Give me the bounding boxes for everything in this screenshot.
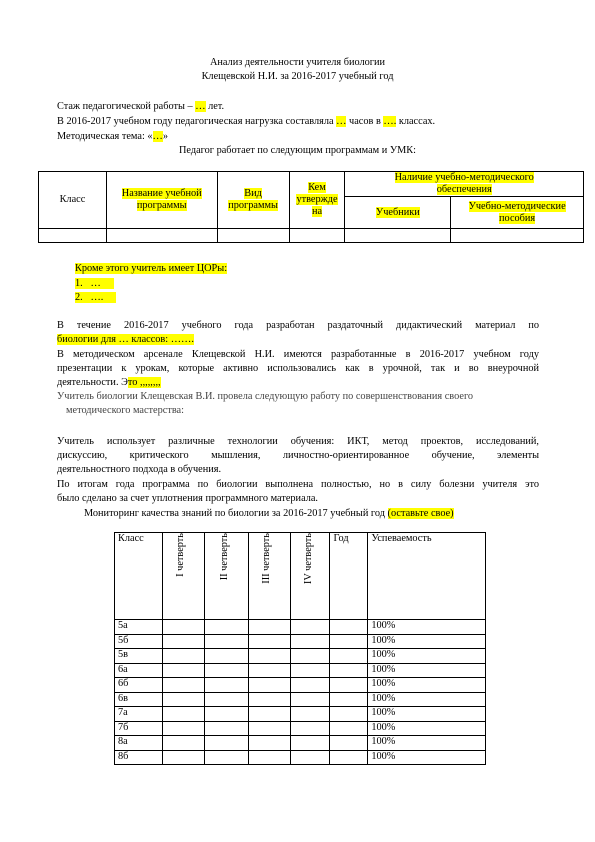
row-class: 5а xyxy=(115,620,163,635)
mon-th-q4: IV четверть xyxy=(290,533,330,620)
row-cell-empty xyxy=(162,721,204,736)
row-cell-empty xyxy=(204,692,248,707)
row-cell-empty xyxy=(330,663,368,678)
mon-th-q1: I четверть xyxy=(162,533,204,620)
row-cell-empty xyxy=(330,692,368,707)
row-cell-empty xyxy=(290,707,330,722)
p2-line2: презентации к урокам, которые активно использовались как в урочной, так и во внеурочной xyxy=(57,363,539,374)
row-cell-empty xyxy=(290,750,330,765)
row-cell-empty xyxy=(330,620,368,635)
row-class: 5б xyxy=(115,634,163,649)
doc-title-line2: Клещевской Н.И. за 2016-2017 учебный год xyxy=(201,71,394,82)
row-cell-empty xyxy=(204,663,248,678)
row-success: 100% xyxy=(368,750,486,765)
row-class: 6а xyxy=(115,663,163,678)
row-cell-empty xyxy=(248,663,290,678)
th-program-name: Название учебной программы xyxy=(106,172,217,229)
row-cell-empty xyxy=(204,678,248,693)
row-cell-empty xyxy=(248,634,290,649)
row-success: 100% xyxy=(368,692,486,707)
row-success: 100% xyxy=(368,678,486,693)
row-cell-empty xyxy=(162,707,204,722)
row-cell-empty xyxy=(248,620,290,635)
table-row xyxy=(115,721,486,736)
table-row xyxy=(115,678,486,693)
row-success: 100% xyxy=(368,663,486,678)
row-cell-empty xyxy=(204,707,248,722)
doc-title-line1: Анализ деятельности учителя биологии xyxy=(209,57,386,68)
table-row xyxy=(115,750,486,765)
p4-line3: деятельностного подхода в обучения. xyxy=(57,464,222,475)
row-class: 5в xyxy=(115,649,163,664)
mon-th-class: Класс xyxy=(115,533,163,620)
p3-line2: методического мастерства: xyxy=(66,405,184,416)
row-cell-empty xyxy=(162,649,204,664)
mon-th-q3: III четверть xyxy=(248,533,290,620)
row-cell-empty xyxy=(162,750,204,765)
row-cell-empty xyxy=(330,707,368,722)
row-cell-empty xyxy=(290,663,330,678)
p2-line1: В методическом арсенале Клещевской Н.И. имеются разработанные в 2016-2017 учебном году xyxy=(57,349,539,360)
table-row xyxy=(115,736,486,751)
program-table xyxy=(38,171,584,243)
row-cell-empty xyxy=(290,692,330,707)
row-cell-empty xyxy=(290,649,330,664)
p1-line2: биологии для … классов: ……. xyxy=(57,334,194,345)
p1-line1: В течение 2016-2017 учебного года разработан раздаточный дидактический материал по xyxy=(57,320,539,331)
row-cell-empty xyxy=(162,692,204,707)
row-success: 100% xyxy=(368,620,486,635)
row-cell-empty xyxy=(162,736,204,751)
row-cell-empty xyxy=(162,634,204,649)
p5-line2: было сделано за счет уплотнения программного материала. xyxy=(57,493,319,504)
mon-th-year: Год xyxy=(330,533,368,620)
monitoring-table xyxy=(114,532,486,765)
p4-line1: Учитель использует различные технологии обучения: ИКТ, метод проектов, исследований, xyxy=(57,436,539,447)
row-cell-empty xyxy=(330,649,368,664)
row-success: 100% xyxy=(368,721,486,736)
row-class: 8б xyxy=(115,750,163,765)
row-cell-empty xyxy=(204,620,248,635)
cor-item-2: 2. …. xyxy=(75,292,116,304)
load-line: В 2016-2017 учебном году педагогическая нагрузка составляла … часов в …. классах. xyxy=(57,116,436,127)
row-cell-empty xyxy=(248,736,290,751)
row-cell-empty xyxy=(204,634,248,649)
p2-line3: деятельности. Это ,,,,,,,, xyxy=(57,377,161,388)
p5-line1: По итогам года программа по биологии выполнена полностью, но в силу болезни учителя это xyxy=(57,479,539,490)
row-cell-empty xyxy=(290,634,330,649)
program-table-empty-row xyxy=(39,229,584,243)
p3-line1: Учитель биологии Клещевская В.И. провела следующую работу по совершенствования своего xyxy=(57,391,474,402)
theme-line: Методическая тема: «…» xyxy=(57,131,168,142)
row-class: 7а xyxy=(115,707,163,722)
row-cell-empty xyxy=(290,620,330,635)
th-manuals: Учебно-методические пособия xyxy=(451,197,584,229)
table-row xyxy=(115,620,486,635)
row-cell-empty xyxy=(162,620,204,635)
stazh-line: Стаж педагогической работы – … лет. xyxy=(57,101,225,112)
row-cell-empty xyxy=(330,750,368,765)
row-cell-empty xyxy=(330,678,368,693)
row-success: 100% xyxy=(368,649,486,664)
table-row xyxy=(115,663,486,678)
row-cell-empty xyxy=(330,736,368,751)
row-cell-empty xyxy=(290,721,330,736)
th-availability: Наличие учебно-методического обеспечения xyxy=(345,172,584,197)
monitoring-title: Мониторинг качества знаний по биологии за 2016-2017 учебный год (оставьте свое) xyxy=(84,508,454,519)
row-cell-empty xyxy=(248,707,290,722)
row-cell-empty xyxy=(204,736,248,751)
row-success: 100% xyxy=(368,707,486,722)
th-program-type: Вид программы xyxy=(217,172,289,229)
mon-th-success: Успеваемость xyxy=(368,533,486,620)
row-success: 100% xyxy=(368,634,486,649)
row-cell-empty xyxy=(290,678,330,693)
cor-intro: Кроме этого учитель имеет ЦОРы: xyxy=(75,263,228,274)
p4-line2: дискуссию, критического мышления, личностно-ориентированное обучение, элементы xyxy=(57,450,539,461)
row-success: 100% xyxy=(368,736,486,751)
row-cell-empty xyxy=(204,721,248,736)
programs-heading: Педагог работает по следующим программам и УМК: xyxy=(178,145,417,156)
row-cell-empty xyxy=(248,649,290,664)
table-row xyxy=(115,649,486,664)
row-cell-empty xyxy=(248,750,290,765)
row-cell-empty xyxy=(330,634,368,649)
row-cell-empty xyxy=(162,663,204,678)
th-approved-by: Кем утвержде на xyxy=(289,172,345,229)
table-row xyxy=(115,634,486,649)
row-cell-empty xyxy=(330,721,368,736)
table-row xyxy=(115,707,486,722)
row-cell-empty xyxy=(248,678,290,693)
cor-item-1: 1. … xyxy=(75,278,114,290)
row-cell-empty xyxy=(248,692,290,707)
row-cell-empty xyxy=(162,678,204,693)
row-cell-empty xyxy=(290,736,330,751)
th-class: Класс xyxy=(39,172,107,229)
row-class: 6б xyxy=(115,678,163,693)
th-textbooks: Учебники xyxy=(345,197,451,229)
row-class: 7б xyxy=(115,721,163,736)
row-class: 8а xyxy=(115,736,163,751)
table-row xyxy=(115,692,486,707)
monitoring-header-row xyxy=(115,533,486,620)
mon-th-q2: II четверть xyxy=(204,533,248,620)
row-class: 6в xyxy=(115,692,163,707)
row-cell-empty xyxy=(204,649,248,664)
row-cell-empty xyxy=(248,721,290,736)
row-cell-empty xyxy=(204,750,248,765)
